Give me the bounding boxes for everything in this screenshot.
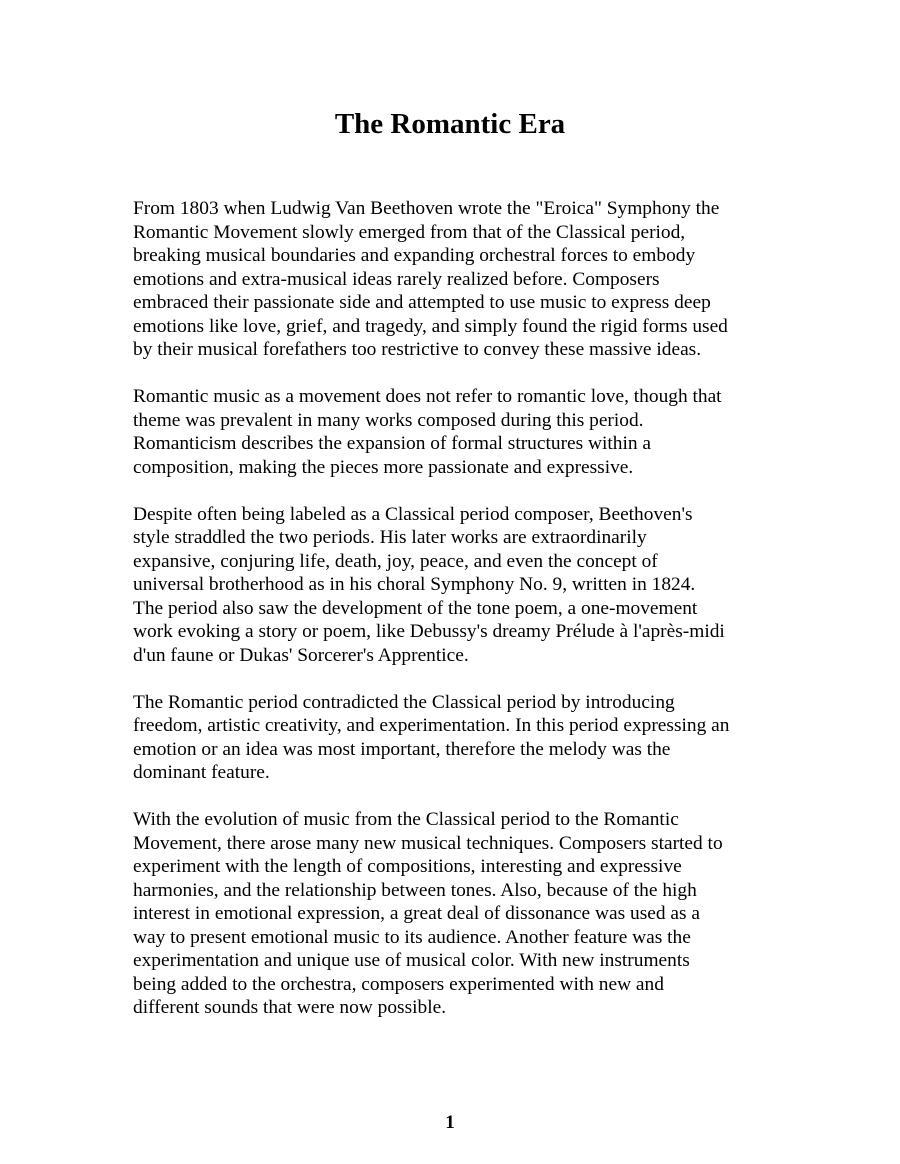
paragraph-line: emotions like love, grief, and tragedy, and simply found the rigid forms used [133, 315, 728, 337]
paragraph-1 [133, 197, 783, 362]
paragraph-line: universal brotherhood as in his choral Symphony No. 9, written in 1824. [133, 574, 696, 595]
page-title: The Romantic Era [334, 108, 566, 140]
paragraph-line: work evoking a story or poem, like Debussy's dreamy Prélude à l'après-midi [133, 621, 725, 642]
paragraph-line: breaking musical boundaries and expanding orchestral forces to embody [133, 245, 696, 266]
paragraph-line: experiment with the length of compositions, interesting and expressive [133, 856, 682, 877]
page-number: 1 [445, 1112, 455, 1133]
paragraph-line: dominant feature. [133, 762, 270, 783]
paragraph-line: The period also saw the development of the tone poem, a one-movement [133, 597, 698, 619]
paragraph-line: Movement, there arose many new musical techniques. Composers started to [133, 832, 723, 854]
paragraph-line: embraced their passionate side and attempted to use music to express deep [133, 292, 711, 313]
paragraph-line: With the evolution of music from the Classical period to the Romantic [133, 809, 679, 830]
paragraph-line: way to present emotional music to its audience. Another feature was the [133, 926, 691, 948]
paragraph-line: freedom, artistic creativity, and experimentation. In this period expressing an [133, 715, 730, 736]
paragraph-line: Despite often being labeled as a Classical period composer, Beethoven's [133, 503, 693, 525]
paragraph-line: experimentation and unique use of musical color. With new instruments [133, 950, 690, 971]
paragraph-line: From 1803 when Ludwig Van Beethoven wrote the "Eroica" Symphony the [133, 198, 720, 219]
paragraph-line: being added to the orchestra, composers experimented with new and [133, 973, 664, 995]
document-body [133, 197, 783, 1043]
paragraph-line: emotion or an idea was most important, therefore the melody was the [133, 738, 671, 760]
paragraph-line: theme was prevalent in many works composed during this period. [133, 409, 644, 431]
paragraph-3 [133, 503, 783, 668]
paragraph-line: interest in emotional expression, a great deal of dissonance was used as a [133, 903, 700, 924]
paragraph-line: by their musical forefathers too restrictive to convey these massive ideas. [133, 339, 702, 360]
paragraph-5 [133, 808, 783, 1020]
paragraph-line: style straddled the two periods. His later works are extraordinarily [133, 527, 647, 548]
paragraph-line: Romanticism describes the expansion of formal structures within a [133, 433, 652, 454]
paragraph-line: d'un faune or Dukas' Sorcerer's Apprentice. [133, 644, 469, 666]
paragraph-line: different sounds that were now possible. [133, 997, 447, 1018]
paragraph-4 [133, 691, 783, 785]
paragraph-line: Romantic music as a movement does not refer to romantic love, though that [133, 386, 722, 407]
paragraph-line: expansive, conjuring life, death, joy, peace, and even the concept of [133, 550, 658, 572]
paragraph-line: composition, making the pieces more passionate and expressive. [133, 456, 634, 478]
paragraph-line: The Romantic period contradicted the Classical period by introducing [133, 691, 675, 713]
paragraph-2 [133, 385, 783, 479]
paragraph-line: emotions and extra-musical ideas rarely realized before. Composers [133, 268, 660, 290]
paragraph-line: harmonies, and the relationship between tones. Also, because of the high [133, 879, 697, 901]
paragraph-line: Romantic Movement slowly emerged from that of the Classical period, [133, 221, 686, 243]
